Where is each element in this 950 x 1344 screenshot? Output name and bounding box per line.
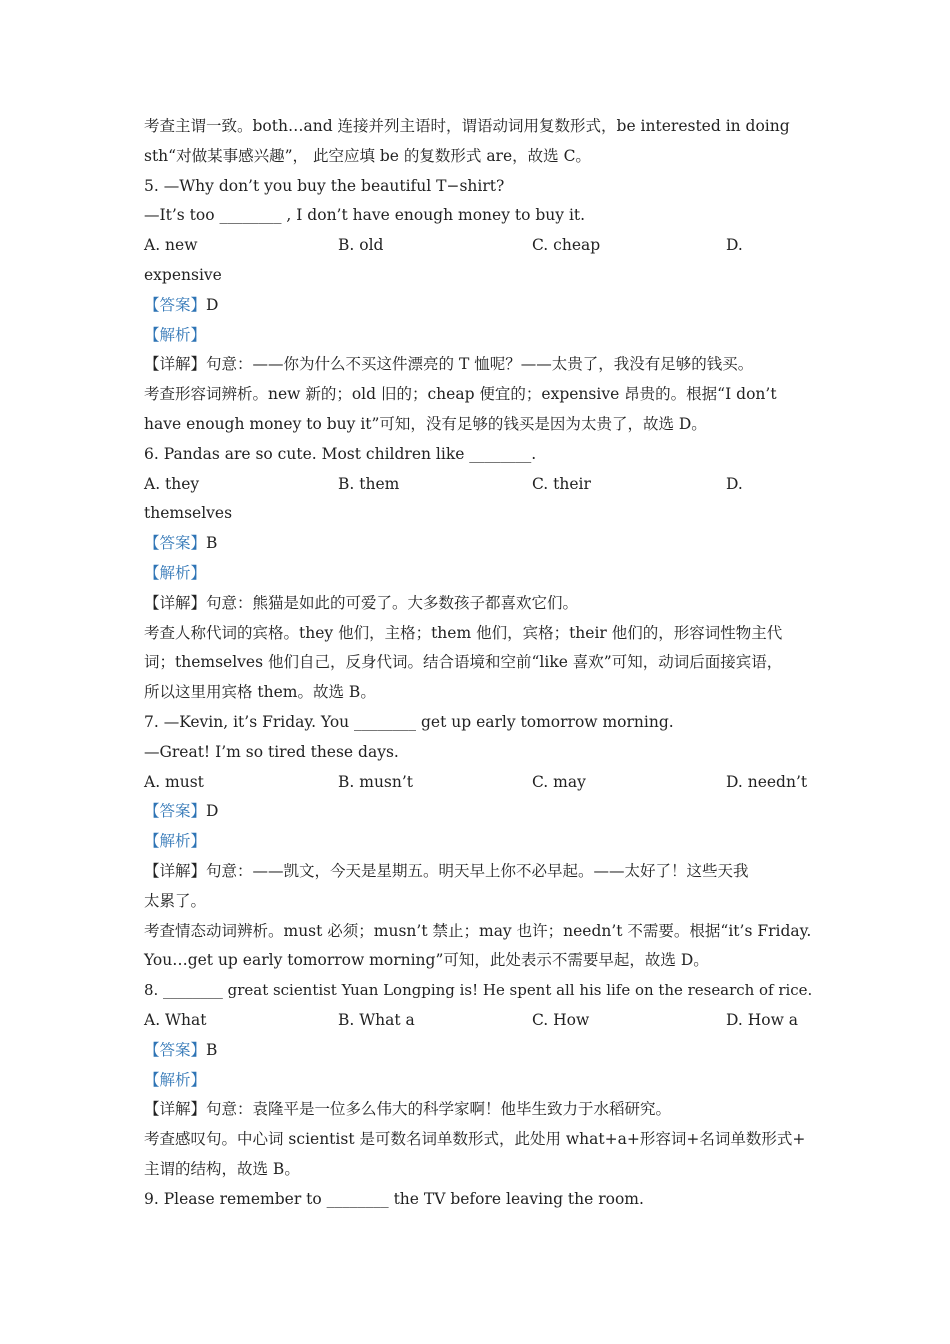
options-row: [144, 768, 816, 798]
answer-value: D: [206, 295, 219, 314]
detail-line: 主谓的结构，故选 B。: [144, 1159, 300, 1178]
option: C. cheap: [532, 236, 601, 255]
option: C. may: [532, 772, 586, 791]
detail-line: 所以这里用宾格 them。故选 B。: [144, 683, 376, 702]
document-page: [144, 112, 816, 1214]
option: B. old: [338, 236, 384, 255]
option: D. How a: [726, 1010, 799, 1029]
question-stem-trailing: 9. Please remember to ________ the TV before leaving the room.: [144, 1189, 644, 1208]
detail-tag: 【详解】: [144, 861, 207, 880]
detail-text: 句意：——凯文，今天是星期五。明天早上你不必早起。——太好了！这些天我: [206, 861, 749, 880]
detail-tag: 【详解】: [144, 593, 207, 612]
option-overflow: themselves: [144, 504, 233, 523]
analysis-tag: 【解析】: [144, 1070, 207, 1089]
detail-tag: 【详解】: [144, 355, 207, 374]
detail-line: 考查形容词辨析。new 新的；old 旧的；cheap 便宜的；expensive 昂贵的。根据“I don’t: [144, 385, 777, 404]
question-stem: —It’s too ________ , I don’t have enough money to buy it.: [144, 206, 586, 225]
detail-line: [144, 350, 816, 380]
answer-line: [144, 529, 816, 559]
detail-line: 考查情态动词辨析。must 必须；musn’t 禁止；may 也许；needn’t 不需要。根据“it’s Friday.: [144, 921, 812, 940]
question-block: [144, 172, 816, 440]
intro-line: 考查主谓一致。both…and 连接并列主语时，谓语动词用复数形式，be interested in doing: [144, 117, 790, 135]
option: B. What a: [338, 1010, 415, 1029]
option: C. their: [532, 474, 591, 493]
detail-line: 词；themselves 他们自己，反身代词。结合语境和空前“like 喜欢”可知，动词后面接宾语，: [144, 653, 783, 672]
intro-line: sth“对做某事感兴趣”， 此空应填 be 的复数形式 are，故选 C。: [144, 146, 591, 165]
answer-tag: 【答案】: [144, 534, 207, 553]
answer-value: B: [206, 1040, 218, 1059]
answer-line: [144, 1036, 816, 1066]
detail-line: You…get up early tomorrow morning”可知，此处表示不需要早起，故选 D。: [144, 951, 709, 970]
analysis-tag: 【解析】: [144, 325, 207, 344]
detail-line: [144, 589, 816, 619]
analysis-tag: 【解析】: [144, 563, 207, 582]
options-row: [144, 231, 816, 261]
detail-line: [144, 1095, 816, 1125]
question-stem: 8. ________ great scientist Yuan Longping is! He spent all his life on the research of rice.: [144, 981, 813, 1000]
options-row: [144, 470, 816, 500]
detail-text: 句意：熊猫是如此的可爱了。大多数孩子都喜欢它们。: [206, 593, 579, 612]
question-block: [144, 440, 816, 708]
detail-text: 句意：——你为什么不买这件漂亮的 T 恤呢？——太贵了，我没有足够的钱买。: [206, 355, 754, 374]
option: B. them: [338, 474, 400, 493]
option: D. needn’t: [726, 772, 808, 791]
option: C. How: [532, 1010, 590, 1029]
answer-value: B: [206, 534, 218, 553]
option: A. they: [144, 474, 200, 493]
answer-value: D: [206, 802, 219, 821]
option: A. What: [144, 1010, 207, 1029]
detail-tag: 【详解】: [144, 1100, 207, 1119]
option: D.: [726, 474, 743, 493]
question-stem: 6. Pandas are so cute. Most children like ________.: [144, 444, 537, 463]
detail-text: 句意：袁隆平是一位多么伟大的科学家啊！他毕生致力于水稻研究。: [206, 1100, 672, 1119]
detail-line: 太累了。: [144, 891, 207, 910]
option: D.: [726, 236, 743, 255]
answer-line: [144, 797, 816, 827]
answer-tag: 【答案】: [144, 802, 207, 821]
option: A. new: [144, 236, 198, 255]
answer-tag: 【答案】: [144, 1040, 207, 1059]
analysis-tag: 【解析】: [144, 832, 207, 851]
detail-line: 考查人称代词的宾格。they 他们，主格；them 他们，宾格；their 他们的，形容词性物主代: [144, 623, 783, 642]
question-stem: 5. —Why don’t you buy the beautiful T−shirt?: [144, 176, 505, 195]
detail-line: [144, 857, 816, 887]
detail-line: 考查感叹句。中心词 scientist 是可数名词单数形式，此处用 what+a+形容词+名词单数形式+: [144, 1130, 806, 1149]
options-row: [144, 1006, 816, 1036]
option: A. must: [144, 772, 204, 791]
question-block: [144, 708, 816, 976]
option-overflow: expensive: [144, 265, 222, 284]
answer-line: [144, 291, 816, 321]
detail-line: have enough money to buy it”可知，没有足够的钱买是因为太贵了，故选 D。: [144, 414, 707, 433]
option: B. musn’t: [338, 772, 414, 791]
answer-tag: 【答案】: [144, 295, 207, 314]
question-stem: 7. —Kevin, it’s Friday. You ________ get up early tomorrow morning.: [144, 712, 674, 731]
question-block: [144, 976, 816, 1185]
question-stem: —Great! I’m so tired these days.: [144, 742, 399, 761]
